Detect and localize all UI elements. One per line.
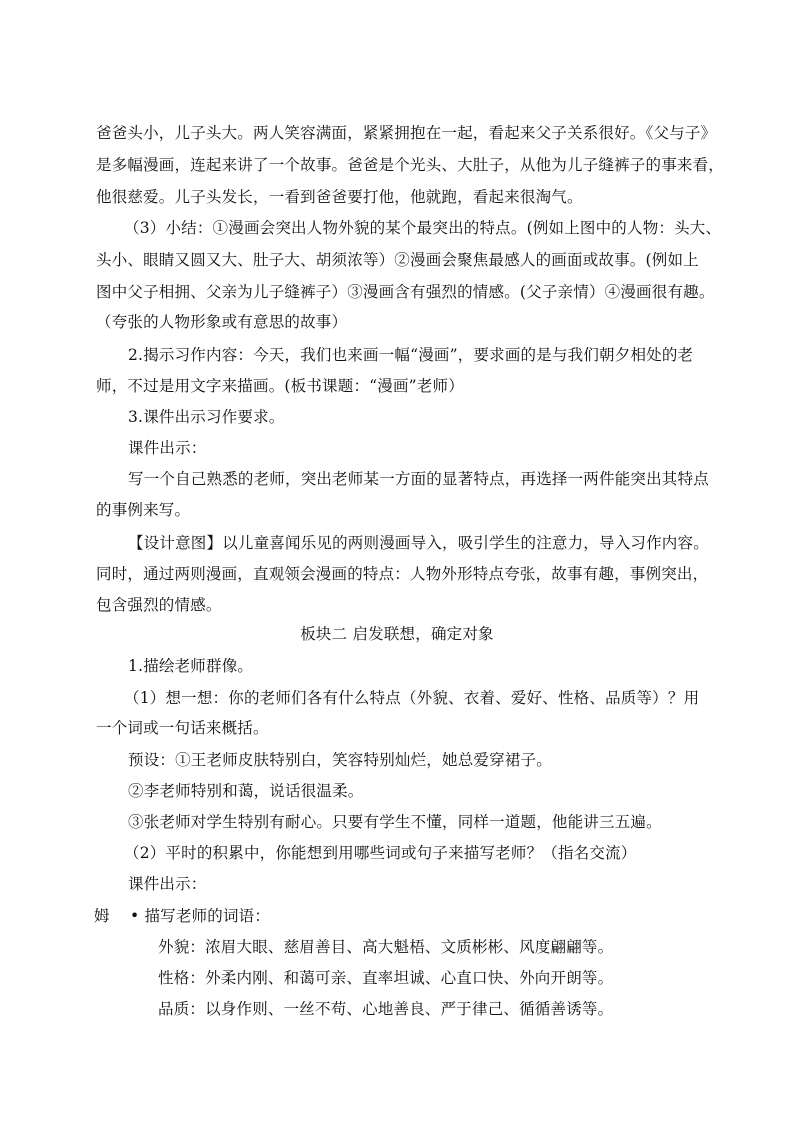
body-line: 是多幅漫画，连起来讲了一个故事。爸爸是个光头、大肚子，从他为儿子缝裤子的事来看， [96,156,725,174]
vocab-line-personality: 性格：外柔内刚、和蔼可亲、直率坦诚、心直口快、外向开朗等。 [158,969,614,987]
body-line: 同时，通过两则漫画，直观领会漫画的特点：人物外形特点夸张，故事有趣，事例突出， [96,565,709,583]
body-line: 爸爸头小，儿子头大。两人笑容满面，紧紧拥抱在一起，看起来父子关系很好。《父与子》 [96,124,717,142]
vocab-heading: • 描写老师的词语： [130,907,271,925]
question-line: （2）平时的积累中，你能想到用哪些词或句子来描写老师？（指名交流） [124,844,637,862]
task-requirement-line: 写一个自己熟悉的老师，突出老师某一方面的显著特点，再选择一两件能突出其特点 [128,470,709,488]
preset-line: ②李老师特别和蔼，说话很温柔。 [128,782,364,800]
summary-line: （3）小结：①漫画会突出人物外貌的某个最突出的特点。(例如上图中的人物：头大、 [124,219,722,237]
question-line: （1）想一想：你的老师们各有什么特点（外貌、衣着、爱好、性格、品质等）？用 [124,689,700,707]
preset-line: ③张老师对学生特别有耐心。只要有学生不懂，同样一道题，他能讲三五遍。 [128,813,662,831]
design-intent-line: 【设计意图】以儿童喜闻乐见的两则漫画导入，吸引学生的注意力，导入习作内容。 [128,534,709,552]
section-heading: 板块二 启发联想，确定对象 [300,625,494,643]
body-line: 的事例来写。 [96,501,191,519]
body-line: 一个词或一句话来概括。 [96,719,269,737]
step-1-line: 1.描绘老师群像。 [128,657,254,675]
vocab-line-appearance: 外貌：浓眉大眼、慈眉善目、高大魁梧、文质彬彬、风度翩翩等。 [158,938,614,956]
step-2-line: 2.揭示习作内容：今天，我们也来画一幅“漫画”，要求画的是与我们朝夕相处的老 [128,346,694,364]
preset-line: 预设：①王老师皮肤特别白，笑容特别灿烂，她总爱穿裙子。 [128,751,552,769]
body-line: 他很慈爱。儿子头发长，一看到爸爸要打他，他就跑，看起来很淘气。 [96,188,583,206]
step-3-line: 3.课件出示习作要求。 [128,408,285,426]
body-line: （夸张的人物形象或有意思的故事） [96,313,348,331]
body-line: 包含强烈的情感。 [96,596,222,614]
body-line: 图中父子相拥、父亲为儿子缝裤子）③漫画含有强烈的情感。(父子亲情）④漫画很有趣。 [96,283,715,301]
body-line: 师，不过是用文字来描画。(板书课题：“漫画”老师） [96,377,464,395]
courseware-label: 课件出示： [128,875,207,893]
body-line: 头小、眼睛又圆又大、肚子大、胡须浓等）②漫画会聚焦最感人的画面或故事。(例如上 [96,251,699,269]
courseware-label: 课件出示： [128,439,207,457]
vocab-line-character: 品质：以身作则、一丝不苟、心地善良、严于律己、循循善诱等。 [158,1000,614,1018]
stray-glyph: 姆 [94,907,110,925]
